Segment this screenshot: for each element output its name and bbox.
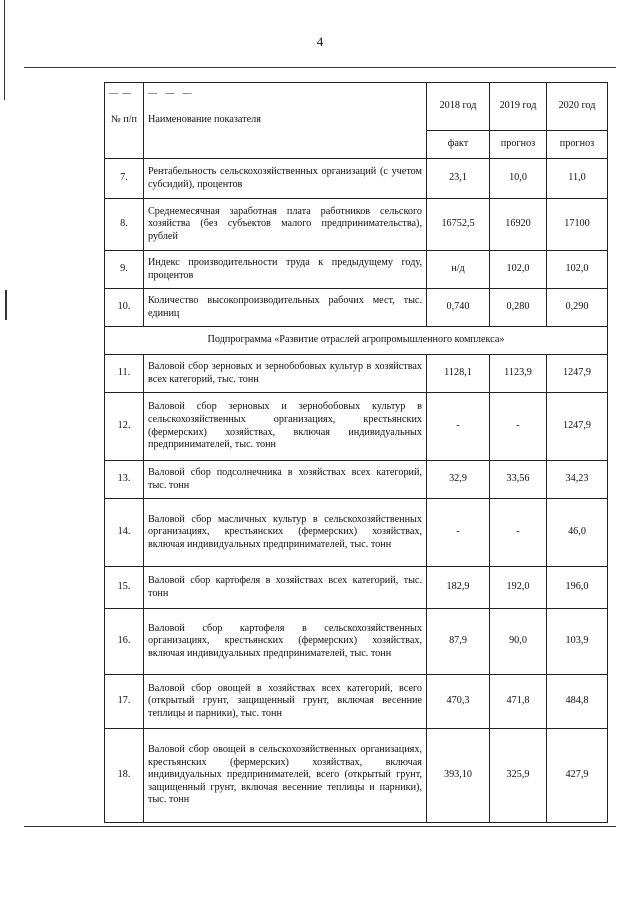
row-name: Валовой сбор овощей в сельскохозяйственных организациях, крестьянских (фермерских) хозяйствах, включая индивидуальных предпринимателей, всего (открытый грунт, защищенный грунт, включая весенние теплицы и парники), тыс. тонн <box>144 729 427 823</box>
row-num: 7. <box>105 159 144 199</box>
row-num: 17. <box>105 675 144 729</box>
section-row <box>105 327 608 355</box>
row-name: Валовой сбор подсолнечника в хозяйствах всех категорий, тыс. тонн <box>144 461 427 499</box>
row-value-2019: 102,0 <box>490 251 547 289</box>
row-value-2019: 33,56 <box>490 461 547 499</box>
row-name: Валовой сбор картофеля в сельскохозяйственных организациях, крестьянских (фермерских) хозяйствах, включая индивидуальных предпринимателей, тыс. тонн <box>144 609 427 675</box>
row-value-2019: 90,0 <box>490 609 547 675</box>
row-name: Валовой сбор зерновых и зернобобовых культур в хозяйствах всех категорий, тыс. тонн <box>144 355 427 393</box>
row-num: 9. <box>105 251 144 289</box>
row-num: 15. <box>105 567 144 609</box>
row-num: 14. <box>105 499 144 567</box>
row-value-2020: 17100 <box>547 199 608 251</box>
table-row <box>105 567 608 609</box>
table-row <box>105 729 608 823</box>
page-number: 4 <box>316 34 324 49</box>
table-row <box>105 609 608 675</box>
row-value-2020: 1247,9 <box>547 393 608 461</box>
row-value-2018: 87,9 <box>427 609 490 675</box>
row-num: 12. <box>105 393 144 461</box>
row-value-2018: н/д <box>427 251 490 289</box>
row-num: 16. <box>105 609 144 675</box>
table-row <box>105 355 608 393</box>
table-row <box>105 159 608 199</box>
row-value-2018: 393,10 <box>427 729 490 823</box>
row-value-2019: 1123,9 <box>490 355 547 393</box>
row-value-2019: 10,0 <box>490 159 547 199</box>
header-dashes: — — <box>109 88 133 98</box>
row-name: Количество высокопроизводительных рабочих мест, тыс. единиц <box>144 289 427 327</box>
row-value-2020: 0,290 <box>547 289 608 327</box>
row-value-2018: 470,3 <box>427 675 490 729</box>
row-name: Валовой сбор зерновых и зернобобовых культур в сельскохозяйственных организациях, крестьянских (фермерских) хозяйствах, включая индивидуальных предпринимателей, тыс. тонн <box>144 393 427 461</box>
table-row <box>105 289 608 327</box>
row-value-2018: 182,9 <box>427 567 490 609</box>
header-name-cell <box>144 83 427 159</box>
header-num-label: № п/п <box>110 114 137 126</box>
row-name: Валовой сбор овощей в хозяйствах всех категорий, всего (открытый грунт, защищенный грунт, включая весенние теплицы и парники), тыс. тонн <box>144 675 427 729</box>
row-name: Валовой сбор масличных культур в сельскохозяйственных организациях, крестьянских (фермерских) хозяйствах, включая индивидуальных предпринимателей, тыс. тонн <box>144 499 427 567</box>
row-name: Рентабельность сельскохозяйственных организаций (с учетом субсидий), процентов <box>144 159 427 199</box>
row-value-2020: 34,23 <box>547 461 608 499</box>
row-name: Среднемесячная заработная плата работников сельского хозяйства (без субъектов малого предпринимательства), рублей <box>144 199 427 251</box>
row-value-2019: - <box>490 499 547 567</box>
row-name: Валовой сбор картофеля в хозяйствах всех категорий, тыс. тонн <box>144 567 427 609</box>
row-num: 8. <box>105 199 144 251</box>
subheader-2018: факт <box>427 131 490 159</box>
header-name-dashes: — — — <box>148 88 195 98</box>
header-year-2018: 2018 год <box>427 83 490 131</box>
row-value-2020: 484,8 <box>547 675 608 729</box>
row-value-2018: 16752,5 <box>427 199 490 251</box>
row-value-2018: 23,1 <box>427 159 490 199</box>
header-year-2019: 2019 год <box>490 83 547 131</box>
table-row <box>105 199 608 251</box>
row-value-2019: 471,8 <box>490 675 547 729</box>
table-row <box>105 461 608 499</box>
row-num: 13. <box>105 461 144 499</box>
scan-line-left-2 <box>5 290 7 320</box>
row-value-2018: 0,740 <box>427 289 490 327</box>
table-row <box>105 393 608 461</box>
header-year-2020: 2020 год <box>547 83 608 131</box>
row-value-2019: 16920 <box>490 199 547 251</box>
row-value-2020: 1247,9 <box>547 355 608 393</box>
subheader-2020: прогноз <box>547 131 608 159</box>
row-value-2019: 192,0 <box>490 567 547 609</box>
row-value-2019: 325,9 <box>490 729 547 823</box>
row-num: 10. <box>105 289 144 327</box>
row-value-2020: 103,9 <box>547 609 608 675</box>
header-num-cell <box>105 83 144 159</box>
row-value-2020: 46,0 <box>547 499 608 567</box>
scan-line-top <box>24 67 616 68</box>
table-row <box>105 675 608 729</box>
subheader-2019: прогноз <box>490 131 547 159</box>
table-row <box>105 499 608 567</box>
row-num: 11. <box>105 355 144 393</box>
row-value-2020: 427,9 <box>547 729 608 823</box>
header-name-label: Наименование показателя <box>148 114 261 126</box>
row-value-2020: 102,0 <box>547 251 608 289</box>
indicators-table <box>104 82 608 823</box>
row-value-2019: - <box>490 393 547 461</box>
row-value-2018: - <box>427 499 490 567</box>
row-value-2018: 32,9 <box>427 461 490 499</box>
row-value-2019: 0,280 <box>490 289 547 327</box>
header-row <box>105 83 608 131</box>
row-name: Индекс производительности труда к предыдущему году, процентов <box>144 251 427 289</box>
row-value-2018: - <box>427 393 490 461</box>
scan-line-left-1 <box>4 0 5 100</box>
row-num: 18. <box>105 729 144 823</box>
row-value-2020: 196,0 <box>547 567 608 609</box>
table-row <box>105 251 608 289</box>
section-title: Подпрограмма «Развитие отраслей агропромышленного комплекса» <box>105 327 608 355</box>
row-value-2020: 11,0 <box>547 159 608 199</box>
row-value-2018: 1128,1 <box>427 355 490 393</box>
scan-line-bottom <box>24 826 616 827</box>
